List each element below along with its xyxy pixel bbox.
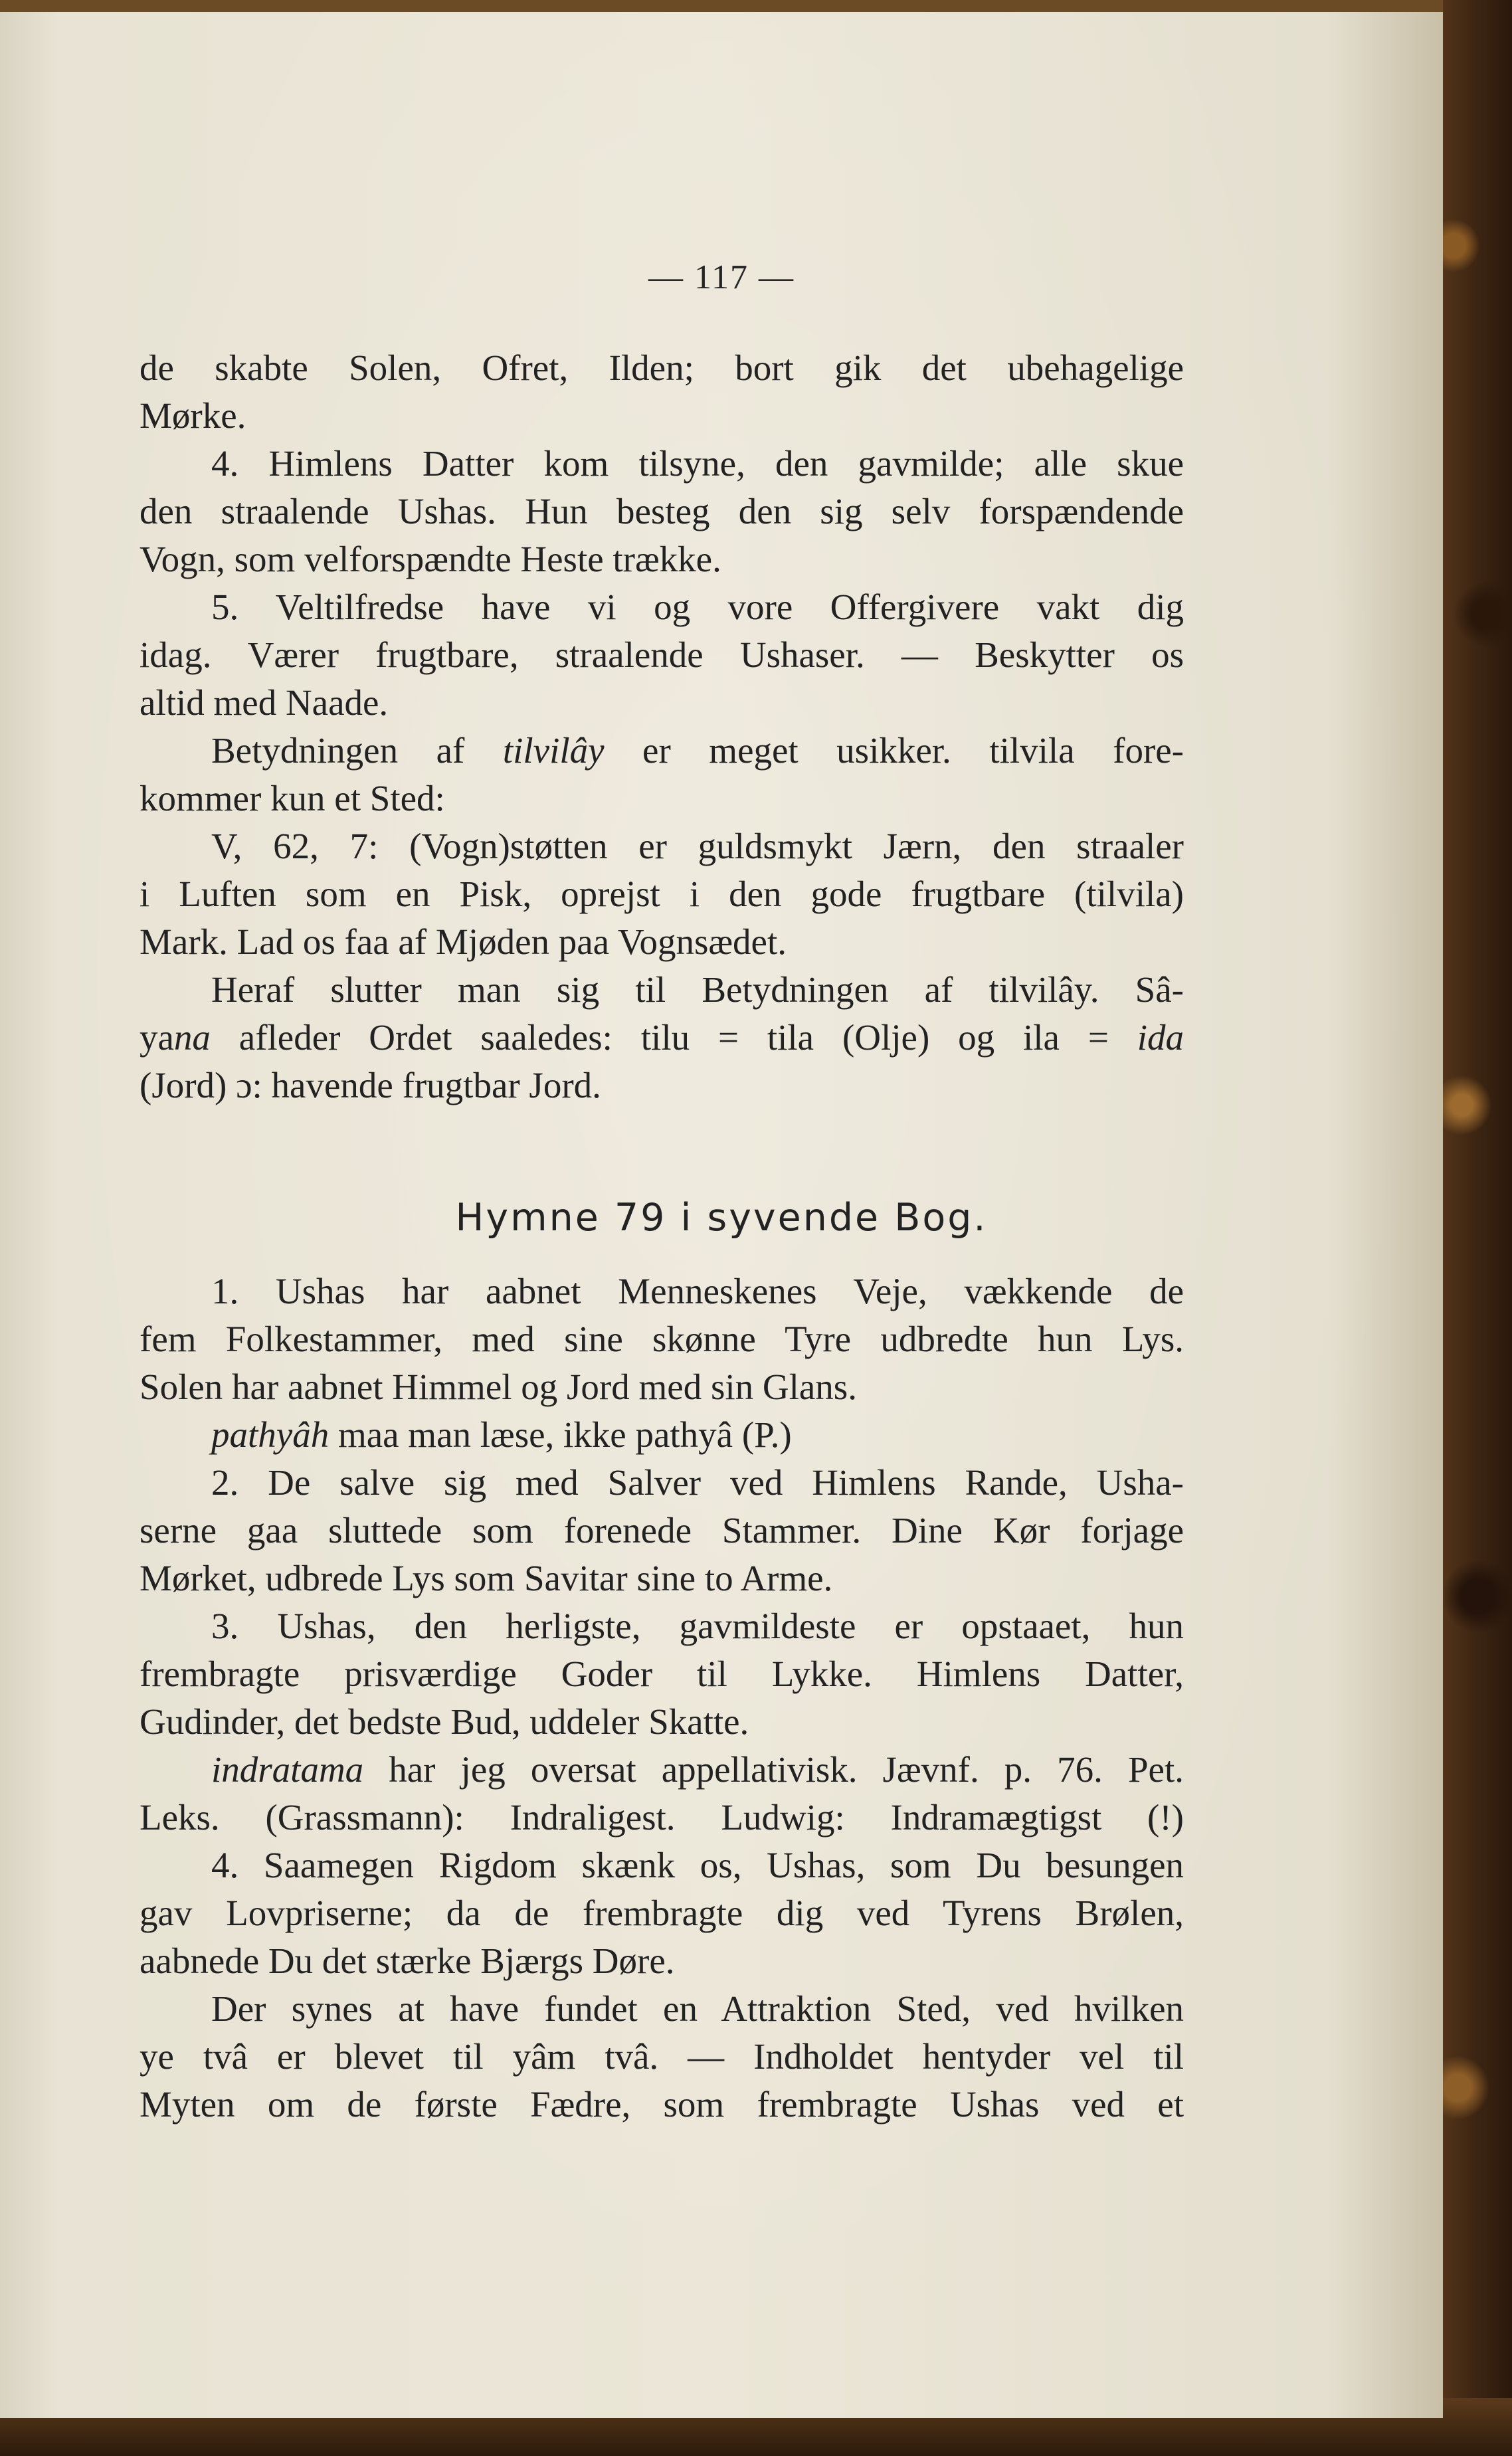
italic-term: pathyâh xyxy=(211,1414,330,1455)
note-text: er meget usikker. tilvila fore- xyxy=(604,730,1184,771)
text-line: Mørket, udbrede Lys som Savitar sine to Arme. xyxy=(140,1558,833,1598)
text-line: frembragte prisværdige Goder til Lykke. Himlens Datter, xyxy=(140,1653,1184,1694)
text-line: serne gaa sluttede som forenede Stammer. Dine Kør forjage xyxy=(140,1510,1184,1551)
note-text: afleder Ordet saaledes: tilu = tila (Olje) og ila = xyxy=(210,1017,1137,1058)
text-line: 4. Himlens Datter kom tilsyne, den gavmilde; alle skue xyxy=(211,443,1184,484)
note-line: kommer kun et Sted: xyxy=(140,778,445,818)
note-line: Leks. (Grassmann): Indraligest. Ludwig: Indramægtigst (!) xyxy=(140,1797,1184,1838)
note-line xyxy=(211,727,1184,775)
note-line: i Luften som en Pisk, oprejst i den gode frugtbare (tilvila) xyxy=(140,874,1184,914)
note-text: har jeg oversat appellativisk. Jævnf. p. 76. Pet. xyxy=(363,1749,1184,1790)
text-line: 5. Veltilfredse have vi og vore Offergivere vakt dig xyxy=(211,587,1184,627)
note-line: Myten om de første Fædre, som frembragte Ushas ved et xyxy=(140,2084,1184,2125)
italic-term: indratama xyxy=(211,1749,364,1790)
text-line: den straalende Ushas. Hun besteg den sig selv forspændende xyxy=(140,491,1184,531)
note-line: (Jord) ɔ: havende frugtbar Jord. xyxy=(140,1065,601,1105)
text-line: Solen har aabnet Himmel og Jord med sin Glans. xyxy=(140,1367,857,1407)
note-line: Mark. Lad os faa af Mjøden paa Vognsædet. xyxy=(140,921,787,962)
italic-term: tilvilây xyxy=(502,730,605,771)
text-line: Gudinder, det bedste Bud, uddeler Skatte. xyxy=(140,1701,749,1742)
note-text: maa man læse, ikke pathyâ (P.) xyxy=(329,1414,792,1455)
text-line: Mørke. xyxy=(140,395,246,436)
note-line: Der synes at have fundet en Attraktion Sted, ved hvilken xyxy=(211,1988,1184,2029)
text-line: fem Folkestammer, med sine skønne Tyre udbredte hun Lys. xyxy=(140,1319,1184,1359)
text-line: 4. Saamegen Rigdom skænk os, Ushas, som Du besungen xyxy=(211,1845,1184,1885)
note-text: Betydningen af xyxy=(211,730,503,771)
hymn-heading: Hymne 79 i syvende Bog. xyxy=(455,1196,988,1240)
italic-term: na xyxy=(173,1017,211,1058)
text-line: 2. De salve sig med Salver ved Himlens Rande, Usha- xyxy=(211,1462,1184,1503)
note-line: Heraf slutter man sig til Betydningen af tilvilây. Sâ- xyxy=(211,969,1184,1010)
note-text: ya xyxy=(140,1017,174,1058)
text-line: 3. Ushas, den herligste, gavmildeste er opstaaet, hun xyxy=(211,1606,1184,1646)
text-line: Vogn, som velforspændte Heste trække. xyxy=(140,539,721,579)
text-line: de skabte Solen, Ofret, Ilden; bort gik det ubehagelige xyxy=(140,347,1184,388)
note-line xyxy=(140,1014,1184,1062)
text-line: idag. Værer frugtbare, straalende Ushaser. — Beskytter os xyxy=(140,634,1184,675)
note-line xyxy=(211,1411,1184,1459)
page-number: — 117 — xyxy=(648,258,795,296)
text-line: 1. Ushas har aabnet Menneskenes Veje, vækkende de xyxy=(211,1271,1184,1311)
note-line xyxy=(211,1746,1184,1794)
text-line: aabnede Du det stærke Bjærgs Døre. xyxy=(140,1940,675,1981)
text-line: altid med Naade. xyxy=(140,682,389,723)
note-line: V, 62, 7: (Vogn)støtten er guldsmykt Jærn, den straaler xyxy=(211,826,1184,866)
text-line: gav Lovpriserne; da de frembragte dig ved Tyrens Brølen, xyxy=(140,1893,1184,1933)
note-line: ye tvâ er blevet til yâm tvâ. — Indholdet hentyder vel til xyxy=(140,2036,1184,2077)
italic-term: ida xyxy=(1137,1017,1184,1058)
